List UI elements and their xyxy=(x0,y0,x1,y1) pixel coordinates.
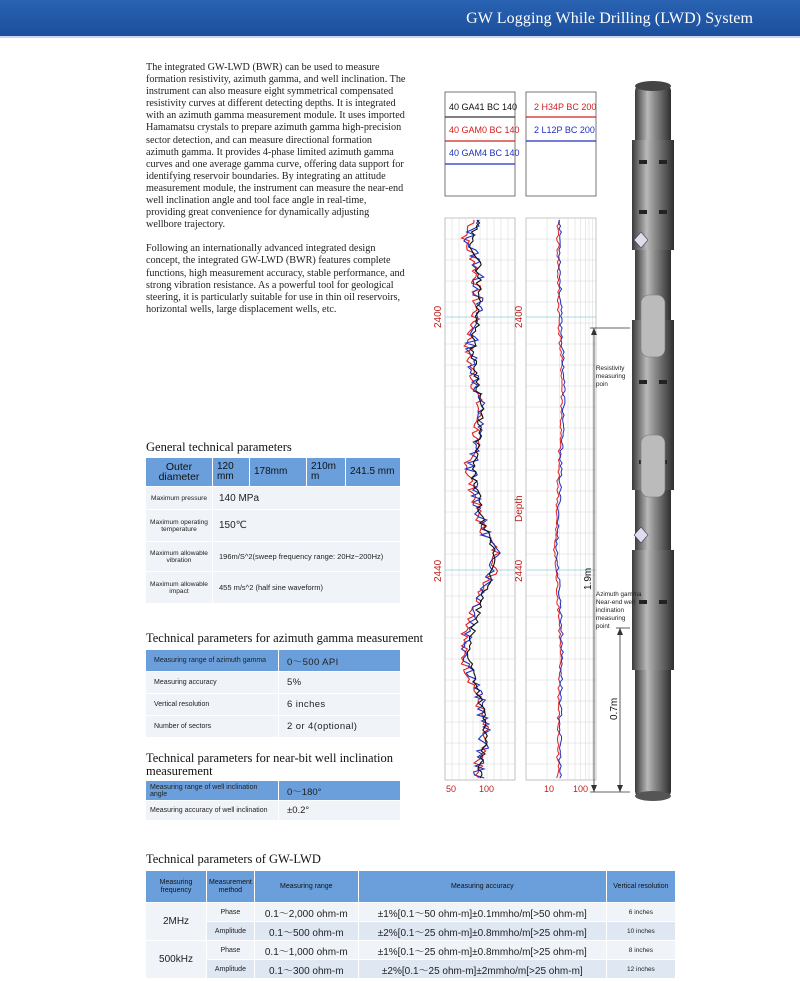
lwd-resolution: 10 inches xyxy=(607,922,675,940)
lwd-method: Amplitude xyxy=(207,960,254,978)
depth-label-2400-left: 2400 xyxy=(433,305,444,328)
legend-gam0: 40 GAM0 BC 140 xyxy=(449,125,520,135)
lwd-accuracy: ±2%[0.1～25 ohm-m]±2mmho/m[>25 ohm-m] xyxy=(359,960,606,978)
label-resistivity-3: poin xyxy=(596,381,608,388)
gen-label: Maximum pressure xyxy=(146,487,212,509)
gen-header-241: 241.5 mm xyxy=(346,458,400,486)
inclination-params-title: Technical parameters for near-bit well inclination measurement xyxy=(146,751,394,778)
label-gamma-2: Near-end well xyxy=(596,599,635,606)
inc-label: Measuring accuracy of well inclination xyxy=(146,801,278,820)
lwd-accuracy: ±2%[0.1～25 ohm-m]±0.8mmho/m[>25 ohm-m] xyxy=(359,922,606,940)
axis-left-max: 100 xyxy=(479,784,495,794)
gen-label: Maximum allowable impact xyxy=(146,572,212,603)
depth-label-2440-right: 2440 xyxy=(514,559,525,582)
label-gamma-3: inclination xyxy=(596,607,625,614)
legend-h34p: 2 H34P BC 200 xyxy=(534,102,597,112)
axis-right-min: 10 xyxy=(544,784,555,794)
axis-left-min: 50 xyxy=(446,784,457,794)
lwd-header-frequency: Measuring frequency xyxy=(146,871,206,902)
intro-paragraph-2: Following an internationally advanced integrated design concept, the integrated GW-LWD (BWR) features complete functions, high measurement accuracy, stable performance, and strong vibration resistance. As a powerful tool for geological steering, it is particularly suitable for use in thin oil reservoirs, horizontal wells, large displacement wells, etc. xyxy=(146,243,405,315)
gen-label: Maximum allowable vibration xyxy=(146,542,212,571)
gen-header-outer-diameter: Outer diameter xyxy=(146,458,212,486)
lwd-header-resolution: Vertical resolution xyxy=(607,871,675,902)
label-gamma-4: measuring xyxy=(596,615,626,622)
lwd-header-accuracy: Measuring accuracy xyxy=(359,871,606,902)
lwd-accuracy: ±1%[0.1～50 ohm-m]±0.1mmho/m[>50 ohm-m] xyxy=(359,903,606,921)
legend-gam4: 40 GAM4 BC 140 xyxy=(449,148,520,158)
inc-value: ±0.2° xyxy=(279,801,400,820)
gen-value: 150℃ xyxy=(213,510,400,541)
legend-l12p: 2 L12P BC 200 xyxy=(534,125,595,135)
gen-label: Maximum operating temperature xyxy=(146,510,212,541)
lwd-params-table xyxy=(145,870,676,979)
lwd-header-method: Measurement method xyxy=(207,871,254,902)
lwd-range: 0.1～300 ohm-m xyxy=(255,960,358,978)
lwd-resolution: 6 inches xyxy=(607,903,675,921)
depth-label-2440-left: 2440 xyxy=(433,559,444,582)
lwd-method: Amplitude xyxy=(207,922,254,940)
az-label: Measuring accuracy xyxy=(146,672,278,693)
azimuth-params-table xyxy=(145,649,401,738)
label-resistivity-2: measuring xyxy=(596,373,626,380)
az-value: 2 or 4(optional) xyxy=(279,716,400,737)
az-value: 0～500 API xyxy=(279,650,400,671)
gen-header-210: 210m m xyxy=(307,458,345,486)
lwd-resolution: 12 inches xyxy=(607,960,675,978)
dimension-1-9m: 1.9m xyxy=(583,567,594,590)
lwd-method: Phase xyxy=(207,903,254,921)
lwd-method: Phase xyxy=(207,941,254,959)
depth-axis-title: Depth xyxy=(514,495,525,522)
gen-value: 140 MPa xyxy=(213,487,400,509)
gen-header-120: 120 mm xyxy=(213,458,249,486)
intro-text xyxy=(146,62,406,328)
lwd-header-range: Measuring range xyxy=(255,871,358,902)
label-gamma-5: point xyxy=(596,623,610,630)
az-label: Number of sectors xyxy=(146,716,278,737)
azimuth-params-title: Technical parameters for azimuth gamma measurement xyxy=(146,631,424,645)
depth-label-2400-right: 2400 xyxy=(514,305,525,328)
label-resistivity-1: Resistivity xyxy=(596,365,625,372)
lwd-range: 0.1～500 ohm-m xyxy=(255,922,358,940)
lwd-frequency: 500kHz xyxy=(146,941,206,978)
lwd-range: 0.1～1,000 ohm-m xyxy=(255,941,358,959)
lwd-range: 0.1～2,000 ohm-m xyxy=(255,903,358,921)
dimension-0-7m: 0.7m xyxy=(609,697,620,720)
gen-value: 455 m/s^2 (half sine waveform) xyxy=(213,572,400,603)
tool-dimension-annotations xyxy=(570,300,685,810)
general-params-table xyxy=(145,457,401,604)
az-label: Measuring range of azimuth gamma xyxy=(146,650,278,671)
inc-label: Measuring range of well inclination angle xyxy=(146,781,278,800)
page-header xyxy=(0,0,800,38)
gen-value: 196m/S^2(sweep frequency range: 20Hz~200Hz) xyxy=(213,542,400,571)
general-params-title: General technical parameters xyxy=(146,440,292,454)
az-value: 5% xyxy=(279,672,400,693)
inc-value: 0～180° xyxy=(279,781,400,800)
lwd-resolution: 8 inches xyxy=(607,941,675,959)
legend-ga41: 40 GA41 BC 140 xyxy=(449,102,518,112)
axis-right-max: 100 xyxy=(573,784,589,794)
page-title: GW Logging While Drilling (LWD) System xyxy=(466,10,753,27)
lwd-frequency: 2MHz xyxy=(146,903,206,940)
az-value: 6 inches xyxy=(279,694,400,715)
intro-paragraph-1: The integrated GW-LWD (BWR) can be used to measure formation resistivity, azimuth gamma, and well inclination. The instrument can also measure eight symmetrical compensated resistivity curves at different detecting depths. It is integrated with an azimuth gamma measurement module. It uses imported Hamamatsu crystals to prepare azimuth gamma high-precision sector detection, and can measure directional formation azimuth gamma. It provides 4-phase limited azimuth gamma curves and one average gamma curve, offering data support for identifying reservoir boundaries. By integrating an attitude measurement module, the instrument can measure the near-end well inclination angle and tool face angle in real-time, providing great convenience for dynamically adjusting wellbore trajectory. xyxy=(146,62,406,231)
tool-stabilizer-upper xyxy=(632,140,674,250)
lwd-params-title: Technical parameters of GW-LWD xyxy=(146,852,321,866)
label-gamma-1: Azimuth gamma xyxy=(596,591,642,598)
az-label: Vertical resolution xyxy=(146,694,278,715)
gen-header-178: 178mm xyxy=(250,458,306,486)
inclination-params-table xyxy=(145,780,401,821)
lwd-accuracy: ±1%[0.1～25 ohm-m]±0.8mmho/m[>25 ohm-m] xyxy=(359,941,606,959)
